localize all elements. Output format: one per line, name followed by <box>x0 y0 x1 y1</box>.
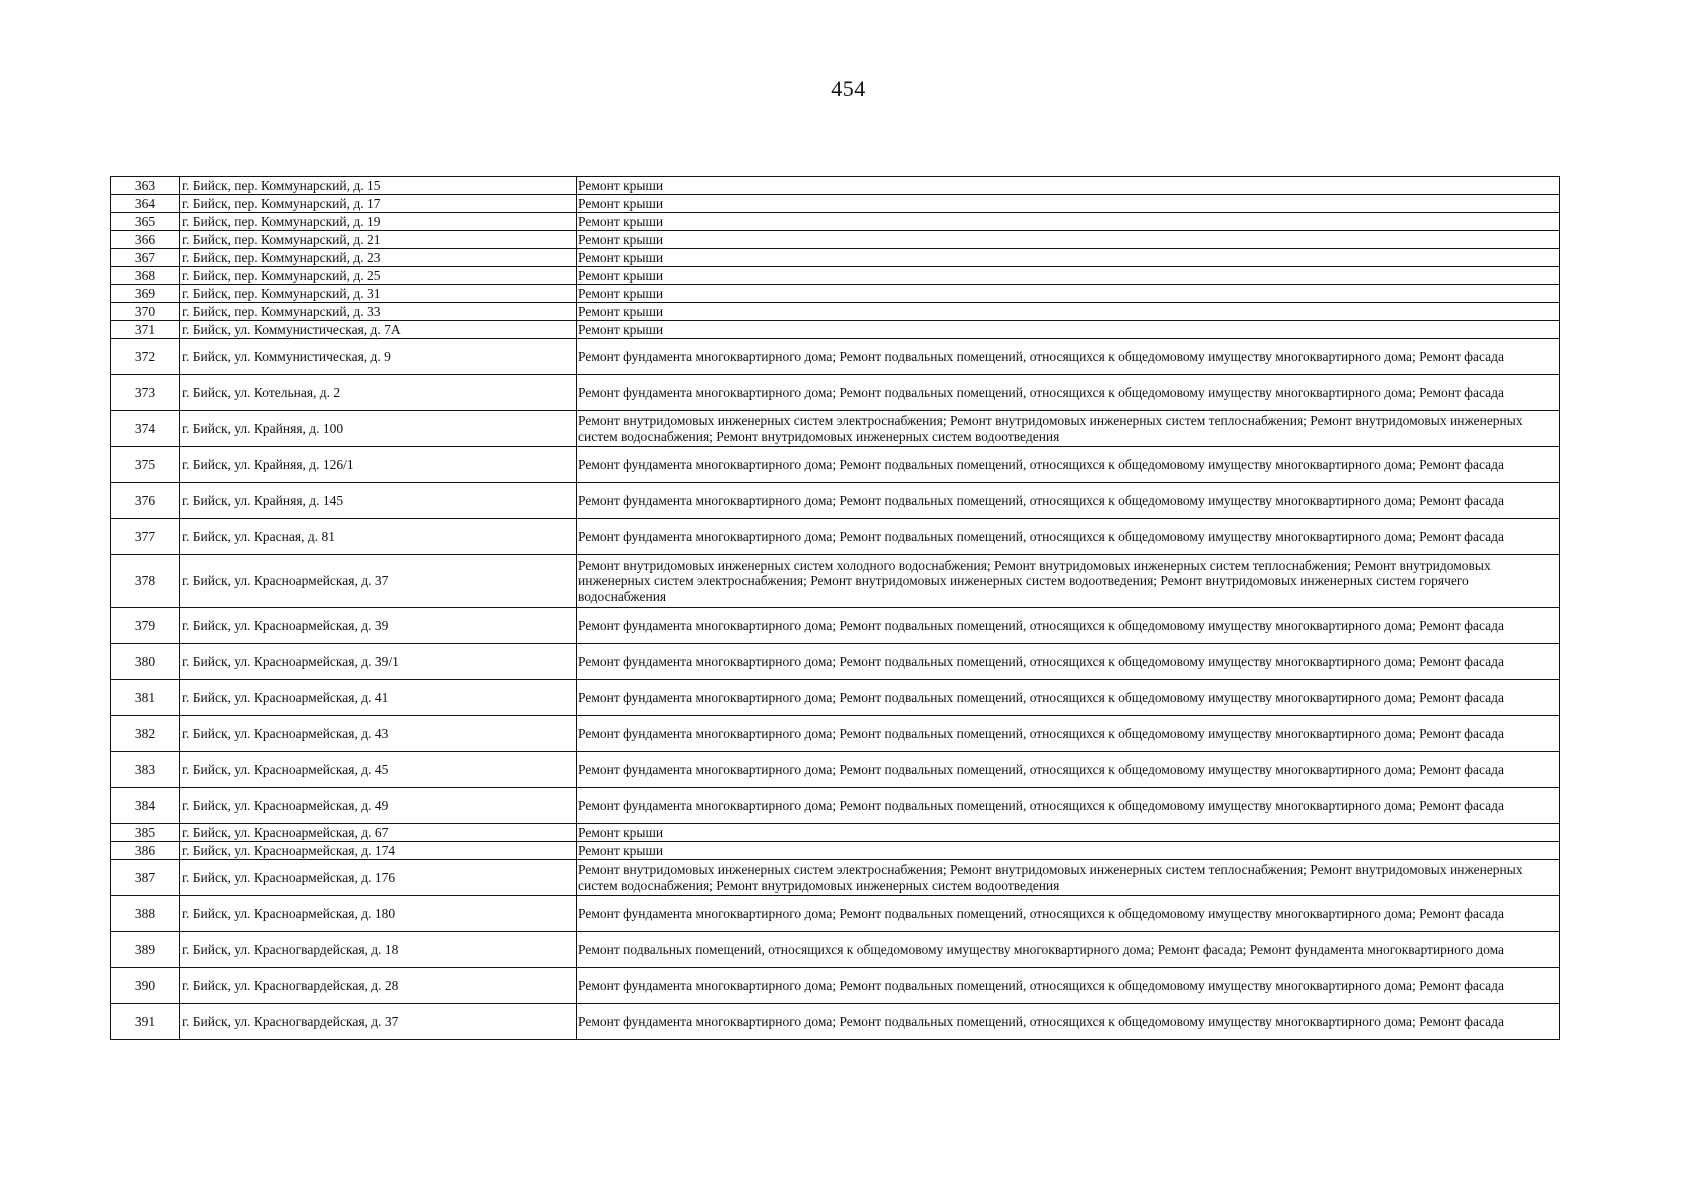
table-row <box>111 447 1560 483</box>
row-number: 384 <box>111 788 180 824</box>
table-row <box>111 303 1560 321</box>
row-number: 378 <box>111 555 180 608</box>
table-row <box>111 644 1560 680</box>
row-address: г. Бийск, ул. Коммунистическая, д. 9 <box>180 339 577 375</box>
row-number: 367 <box>111 249 180 267</box>
row-address: г. Бийск, ул. Крайняя, д. 100 <box>180 411 577 447</box>
row-work-type: Ремонт крыши <box>577 195 1560 213</box>
row-address: г. Бийск, пер. Коммунарский, д. 21 <box>180 231 577 249</box>
repair-table-body <box>111 177 1560 1040</box>
table-row <box>111 932 1560 968</box>
row-address: г. Бийск, пер. Коммунарский, д. 33 <box>180 303 577 321</box>
row-address: г. Бийск, ул. Красноармейская, д. 41 <box>180 680 577 716</box>
table-row <box>111 249 1560 267</box>
table-row <box>111 231 1560 249</box>
row-work-type: Ремонт внутридомовых инженерных систем электроснабжения; Ремонт внутридомовых инженерных систем теплоснабжения; Ремонт внутридомовых инженерных систем водоснабжения; Ремонт внутридомовых инженерных систем водоотведения <box>577 411 1560 447</box>
row-address: г. Бийск, ул. Красноармейская, д. 45 <box>180 752 577 788</box>
row-number: 365 <box>111 213 180 231</box>
table-row <box>111 1004 1560 1040</box>
row-address: г. Бийск, ул. Красногвардейская, д. 18 <box>180 932 577 968</box>
row-work-type: Ремонт фундамента многоквартирного дома; Ремонт подвальных помещений, относящихся к общедомовому имуществу многоквартирного дома; Ремонт фасада <box>577 968 1560 1004</box>
table-row <box>111 680 1560 716</box>
row-work-type: Ремонт фундамента многоквартирного дома; Ремонт подвальных помещений, относящихся к общедомовому имуществу многоквартирного дома; Ремонт фасада <box>577 644 1560 680</box>
row-address: г. Бийск, пер. Коммунарский, д. 31 <box>180 285 577 303</box>
table-row <box>111 339 1560 375</box>
row-work-type: Ремонт крыши <box>577 824 1560 842</box>
row-address: г. Бийск, ул. Красноармейская, д. 37 <box>180 555 577 608</box>
table-row <box>111 285 1560 303</box>
row-address: г. Бийск, ул. Крайняя, д. 126/1 <box>180 447 577 483</box>
row-address: г. Бийск, пер. Коммунарский, д. 19 <box>180 213 577 231</box>
table-row <box>111 824 1560 842</box>
table-row <box>111 842 1560 860</box>
table-row <box>111 896 1560 932</box>
row-address: г. Бийск, пер. Коммунарский, д. 25 <box>180 267 577 285</box>
row-address: г. Бийск, ул. Красноармейская, д. 180 <box>180 896 577 932</box>
row-number: 386 <box>111 842 180 860</box>
table-row <box>111 177 1560 195</box>
table-row <box>111 267 1560 285</box>
row-number: 373 <box>111 375 180 411</box>
row-number: 363 <box>111 177 180 195</box>
row-work-type: Ремонт внутридомовых инженерных систем электроснабжения; Ремонт внутридомовых инженерных систем теплоснабжения; Ремонт внутридомовых инженерных систем водоснабжения; Ремонт внутридомовых инженерных систем водоотведения <box>577 860 1560 896</box>
table-row <box>111 716 1560 752</box>
row-number: 366 <box>111 231 180 249</box>
table-row <box>111 483 1560 519</box>
row-address: г. Бийск, пер. Коммунарский, д. 17 <box>180 195 577 213</box>
row-number: 379 <box>111 608 180 644</box>
row-work-type: Ремонт фундамента многоквартирного дома; Ремонт подвальных помещений, относящихся к общедомовому имуществу многоквартирного дома; Ремонт фасада <box>577 339 1560 375</box>
row-number: 391 <box>111 1004 180 1040</box>
row-work-type: Ремонт крыши <box>577 177 1560 195</box>
row-work-type: Ремонт фундамента многоквартирного дома; Ремонт подвальных помещений, относящихся к общедомовому имуществу многоквартирного дома; Ремонт фасада <box>577 1004 1560 1040</box>
page-number: 454 <box>831 76 866 101</box>
table-row <box>111 519 1560 555</box>
row-work-type: Ремонт крыши <box>577 321 1560 339</box>
repair-table <box>110 176 1560 1040</box>
row-number: 374 <box>111 411 180 447</box>
row-number: 380 <box>111 644 180 680</box>
row-address: г. Бийск, ул. Коммунистическая, д. 7А <box>180 321 577 339</box>
row-address: г. Бийск, ул. Красноармейская, д. 176 <box>180 860 577 896</box>
table-row <box>111 321 1560 339</box>
row-work-type: Ремонт фундамента многоквартирного дома; Ремонт подвальных помещений, относящихся к общедомовому имуществу многоквартирного дома; Ремонт фасада <box>577 716 1560 752</box>
row-number: 364 <box>111 195 180 213</box>
row-number: 368 <box>111 267 180 285</box>
row-work-type: Ремонт фундамента многоквартирного дома; Ремонт подвальных помещений, относящихся к общедомовому имуществу многоквартирного дома; Ремонт фасада <box>577 483 1560 519</box>
row-number: 388 <box>111 896 180 932</box>
row-work-type: Ремонт фундамента многоквартирного дома; Ремонт подвальных помещений, относящихся к общедомовому имуществу многоквартирного дома; Ремонт фасада <box>577 752 1560 788</box>
table-row <box>111 608 1560 644</box>
row-number: 370 <box>111 303 180 321</box>
table-row <box>111 411 1560 447</box>
row-work-type: Ремонт крыши <box>577 303 1560 321</box>
table-row <box>111 788 1560 824</box>
row-work-type: Ремонт крыши <box>577 842 1560 860</box>
row-address: г. Бийск, ул. Красноармейская, д. 39 <box>180 608 577 644</box>
row-address: г. Бийск, ул. Красноармейская, д. 49 <box>180 788 577 824</box>
row-number: 381 <box>111 680 180 716</box>
row-work-type: Ремонт фундамента многоквартирного дома; Ремонт подвальных помещений, относящихся к общедомовому имуществу многоквартирного дома; Ремонт фасада <box>577 788 1560 824</box>
row-work-type: Ремонт внутридомовых инженерных систем холодного водоснабжения; Ремонт внутридомовых инженерных систем теплоснабжения; Ремонт внутридомовых инженерных систем электроснабжения; Ремонт внутридомовых инженерных систем водоотведения; Ремонт внутридомовых инженерных систем горячего водоснабжения <box>577 555 1560 608</box>
row-work-type: Ремонт фундамента многоквартирного дома; Ремонт подвальных помещений, относящихся к общедомовому имуществу многоквартирного дома; Ремонт фасада <box>577 447 1560 483</box>
row-work-type: Ремонт фундамента многоквартирного дома; Ремонт подвальных помещений, относящихся к общедомовому имуществу многоквартирного дома; Ремонт фасада <box>577 680 1560 716</box>
row-address: г. Бийск, ул. Красноармейская, д. 174 <box>180 842 577 860</box>
row-work-type: Ремонт фундамента многоквартирного дома; Ремонт подвальных помещений, относящихся к общедомовому имуществу многоквартирного дома; Ремонт фасада <box>577 896 1560 932</box>
table-row <box>111 860 1560 896</box>
row-work-type: Ремонт подвальных помещений, относящихся к общедомовому имуществу многоквартирного дома; Ремонт фасада; Ремонт фундамента многоквартирного дома <box>577 932 1560 968</box>
row-number: 369 <box>111 285 180 303</box>
row-work-type: Ремонт крыши <box>577 231 1560 249</box>
table-row <box>111 752 1560 788</box>
table-row <box>111 213 1560 231</box>
row-work-type: Ремонт крыши <box>577 213 1560 231</box>
row-address: г. Бийск, ул. Красноармейская, д. 43 <box>180 716 577 752</box>
row-number: 375 <box>111 447 180 483</box>
row-address: г. Бийск, ул. Котельная, д. 2 <box>180 375 577 411</box>
row-number: 385 <box>111 824 180 842</box>
row-address: г. Бийск, ул. Красногвардейская, д. 28 <box>180 968 577 1004</box>
row-number: 376 <box>111 483 180 519</box>
row-address: г. Бийск, пер. Коммунарский, д. 15 <box>180 177 577 195</box>
row-address: г. Бийск, ул. Красноармейская, д. 39/1 <box>180 644 577 680</box>
row-number: 382 <box>111 716 180 752</box>
row-work-type: Ремонт фундамента многоквартирного дома; Ремонт подвальных помещений, относящихся к общедомовому имуществу многоквартирного дома; Ремонт фасада <box>577 608 1560 644</box>
row-address: г. Бийск, ул. Красногвардейская, д. 37 <box>180 1004 577 1040</box>
row-number: 387 <box>111 860 180 896</box>
row-address: г. Бийск, ул. Крайняя, д. 145 <box>180 483 577 519</box>
row-number: 377 <box>111 519 180 555</box>
row-work-type: Ремонт фундамента многоквартирного дома; Ремонт подвальных помещений, относящихся к общедомовому имуществу многоквартирного дома; Ремонт фасада <box>577 375 1560 411</box>
row-number: 390 <box>111 968 180 1004</box>
row-work-type: Ремонт крыши <box>577 267 1560 285</box>
row-address: г. Бийск, пер. Коммунарский, д. 23 <box>180 249 577 267</box>
table-row <box>111 375 1560 411</box>
row-work-type: Ремонт фундамента многоквартирного дома; Ремонт подвальных помещений, относящихся к общедомовому имуществу многоквартирного дома; Ремонт фасада <box>577 519 1560 555</box>
table-row <box>111 968 1560 1004</box>
table-row <box>111 195 1560 213</box>
row-address: г. Бийск, ул. Красная, д. 81 <box>180 519 577 555</box>
table-row <box>111 555 1560 608</box>
row-number: 371 <box>111 321 180 339</box>
row-address: г. Бийск, ул. Красноармейская, д. 67 <box>180 824 577 842</box>
row-number: 372 <box>111 339 180 375</box>
row-work-type: Ремонт крыши <box>577 285 1560 303</box>
row-number: 389 <box>111 932 180 968</box>
row-work-type: Ремонт крыши <box>577 249 1560 267</box>
row-number: 383 <box>111 752 180 788</box>
